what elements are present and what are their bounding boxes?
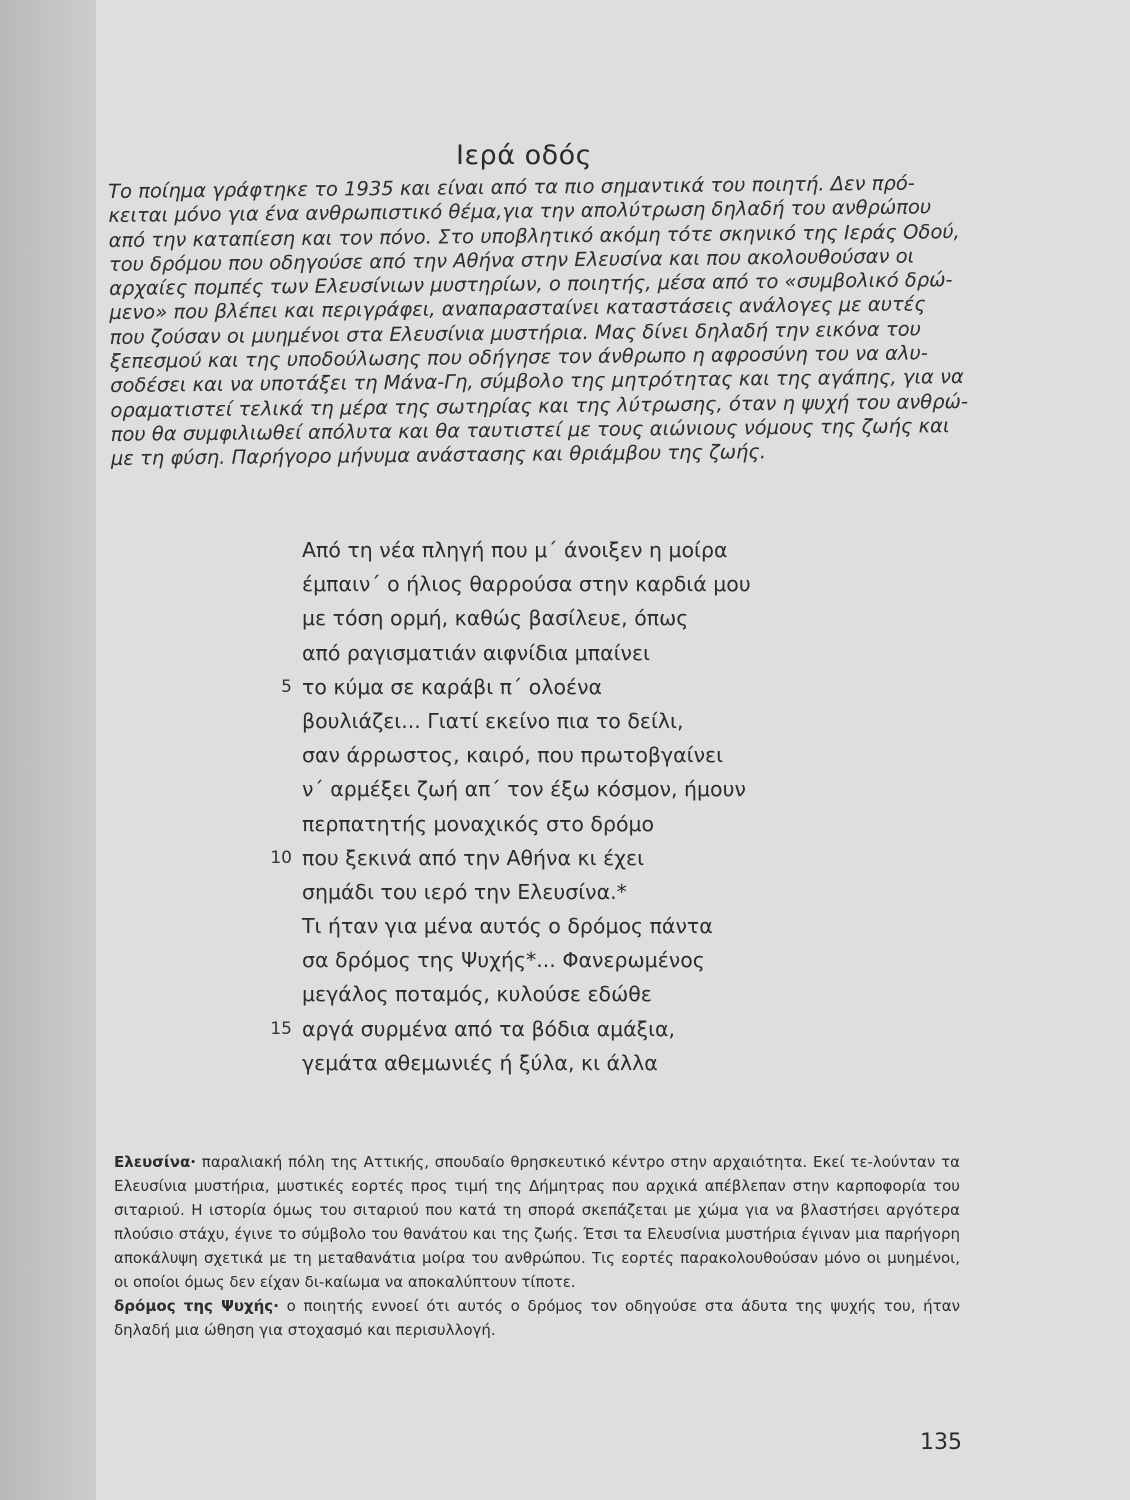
poem-line-text: γεμάτα αθεμωνιές ή ξύλα, κι άλλα: [302, 1050, 658, 1075]
intro-line: οραματιστεί τελικά τη μέρα της σωτηρίας και της λύτρωσης, όταν η ψυχή του ανθρώ-: [110, 389, 969, 422]
poem-line-text: σημάδι του ιερό την Ελευσίνα.*: [302, 879, 627, 904]
page-title: Ιερά οδός: [456, 140, 592, 171]
poem-line-text: βουλιάζει... Γιατί εκείνο πια το δείλι,: [302, 708, 684, 733]
page-edge-shadow: [0, 0, 96, 1500]
poem-line-text: Από τη νέα πληγή που μ΄ άνοιξεν η μοίρα: [302, 538, 728, 562]
poem-line-text: ν΄ αρμέξει ζωή απ΄ τον έξω κόσμον, ήμουν: [302, 777, 746, 802]
poem-line: [262, 977, 822, 1011]
intro-line: μενο» που βλέπει και περιγράφει, αναπαρασταίνει καταστάσεις ανάλογες με αυτές: [109, 292, 926, 325]
poem-line: [262, 601, 822, 635]
poem-line: [262, 1012, 822, 1046]
intro-line: που θα συμφιλιωθεί απόλυτα και θα ταυτιστεί με τους αιώνιους νόμους της ζωής και: [110, 414, 950, 446]
poem-line: [262, 1046, 822, 1080]
footnotes: [114, 1150, 960, 1342]
intro-line: σοδέσει και να υποτάξει τη Μάνα-Γη, σύμβολο της μητρότητας και της αγάπης, για να: [110, 365, 964, 398]
intro-line: του δρόμου που οδηγούσε από την Αθήνα στην Ελευσίνα και που ακολουθούσαν οι: [108, 244, 915, 276]
poem-line: [262, 807, 822, 841]
poem-line: [262, 636, 822, 670]
poem-line: [262, 909, 822, 943]
poem-line: [262, 738, 822, 772]
poem-line-text: που ξεκινά από την Αθήνα κι έχει: [302, 845, 645, 870]
poem-line: [262, 670, 822, 704]
poem-line: [262, 704, 822, 738]
intro-line: Το ποίημα γράφτηκε το 1935 και είναι από τα πιο σημαντικά του ποιητή. Δεν πρό-: [108, 171, 915, 203]
poem-line: [262, 533, 822, 567]
poem-line: [262, 841, 822, 875]
footnote-term: δρόμος της Ψυχής·: [114, 1297, 279, 1315]
footnote-dromos-psychis: [114, 1294, 960, 1342]
poem-line: [262, 943, 822, 977]
line-number: 15: [270, 1018, 292, 1039]
page-number: 135: [920, 1430, 962, 1455]
poem-line-text: Τι ήταν για μένα αυτός ο δρόμος πάντα: [302, 914, 713, 939]
poem-line-text: με τόση ορμή, καθώς βασίλευε, όπως: [302, 606, 689, 631]
poem-line-text: από ραγισματιάν αιφνίδια μπαίνει: [302, 640, 650, 665]
footnote-term: Ελευσίνα·: [114, 1153, 196, 1171]
footnote-text: παραλιακή πόλη της Αττικής, σπουδαίο θρησκευτικό κέντρο στην αρχαιότητα. Εκεί τε-λούνταν τα Ελευσίνια μυστήρια, μυστικές εορτές προς τιμή της Δήμητρας που αρχικά απέβλεπαν στην καρποφορία του σιταριού. Η ιστορία όμως του σιταριού που κατά τη σπορά σκεπάζεται με χώμα για να βλαστήσει αργότερα πλούσιο στάχυ, έγινε το σύμβολο του θανάτου και της ζωής. Έτσι τα Ελευσίνια μυστήρια έγιναν μια παρήγορη αποκάλυψη σχετικά με τη μεταθανάτια μοίρα του ανθρώπου. Τις εορτές παρακολουθούσαν μόνο οι μυημένοι, οι οποίοι όμως δεν είχαν δι-καίωμα να αποκαλύπτουν τίποτε.: [114, 1153, 960, 1291]
line-number: 10: [270, 847, 292, 868]
intro-paragraph: [108, 171, 969, 471]
poem-line-text: σαν άρρωστος, καιρό, που πρωτοβγαίνει: [302, 743, 724, 768]
poem-line-text: έμπαιν΄ ο ήλιος θαρρούσα στην καρδιά μου: [302, 572, 751, 597]
poem-line: [262, 567, 822, 601]
intro-line: αρχαίες πομπές των Ελευσίνιων μυστηρίων, ο ποιητής, μέσα από το «συμβολικό δρώ-: [109, 268, 953, 301]
line-number: 5: [281, 676, 292, 697]
footnote-elefsina: [114, 1150, 960, 1294]
poem: [262, 533, 822, 1080]
intro-line: από την καταπίεση και τον πόνο. Στο υποβλητικό ακόμη τότε σκηνικό της Ιεράς Οδού,: [108, 219, 960, 252]
intro-line: ξεπεσμού και της υποδούλωσης που οδήγησε τον άνθρωπο η αφροσύνη του να αλυ-: [109, 341, 928, 374]
intro-line: κειται μόνο για ένα ανθρωπιστικό θέμα,για την απολύτρωση δηλαδή του ανθρώπου: [108, 195, 932, 228]
poem-line: [262, 772, 822, 806]
poem-line-text: περπατητής μοναχικός στο δρόμο: [302, 811, 655, 836]
poem-line-text: αργά συρμένα από τα βόδια αμάξια,: [302, 1016, 676, 1041]
poem-line-text: μεγάλος ποταμός, κυλούσε εδώθε: [302, 982, 652, 1007]
intro-line: με τη φύση. Παρήγορο μήνυμα ανάστασης και θριάμβου της ζωής.: [110, 440, 767, 471]
poem-line-text: σα δρόμος της Ψυχής*... Φανερωμένος: [302, 948, 705, 973]
poem-line-text: το κύμα σε καράβι π΄ ολοένα: [302, 674, 603, 699]
poem-line: [262, 875, 822, 909]
intro-line: που ζούσαν οι μυημένοι στα Ελευσίνια μυστήρια. Μας δίνει δηλαδή την εικόνα του: [109, 317, 921, 349]
footnote-text: ο ποιητής εννοεί ότι αυτός ο δρόμος τον οδηγούσε στα άδυτα της ψυχής του, ήταν δηλαδή μια ώθηση για στοχασμό και περισυλλογή.: [114, 1297, 960, 1339]
